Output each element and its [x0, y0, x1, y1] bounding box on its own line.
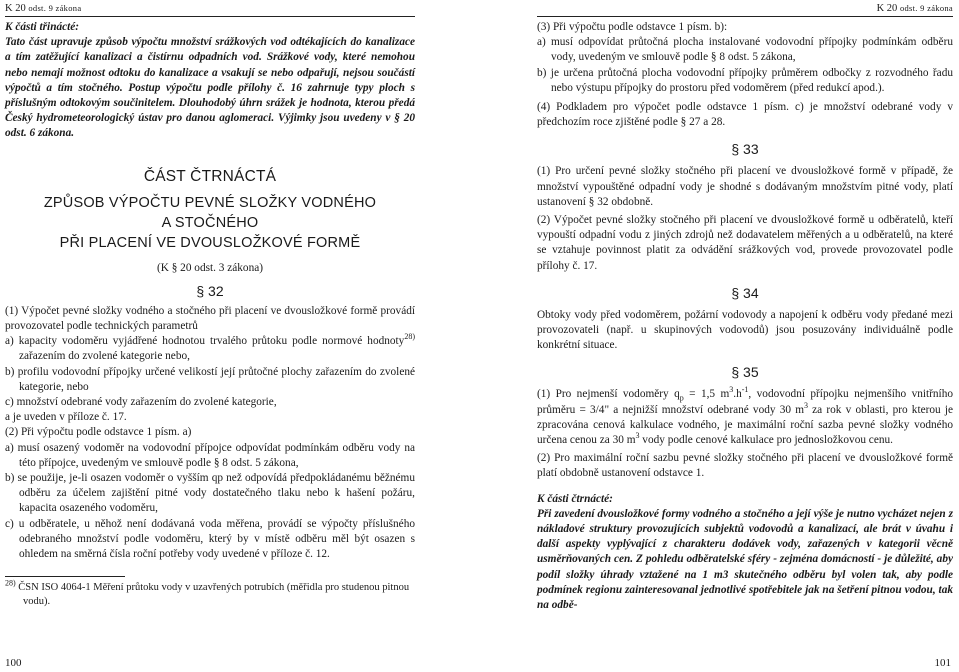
section-33-heading: § 33 — [731, 141, 759, 158]
footnote-rule — [5, 576, 125, 577]
paragraph-33-1: (1) Pro určení pevné složky stočného při placení ve dvousložkové formě v případě, že množství vypouštěné odpadní vody je shodné s dodávaným množstvím pitné vody, platí ustanovení § 32 obdobně. — [537, 165, 953, 208]
paragraph-32-1b: b) profilu vodovodní přípojky určené velikostí její průtočné plochy zařazením do zvolené kategorie, nebo — [5, 365, 415, 393]
paragraph-33-2: (2) Výpočet pevné složky stočného při placení ve dvousložkové formě u odběratelů, kteří vypouští odpadní vodu z jiných zdrojů než dodavatelem měřených a u odběratelů, na které se vztahuje povinnost platit za odvádění srážkových vod, provede provozovatel podle přílohy č. 17. — [537, 214, 953, 272]
running-header-left — [5, 1, 415, 14]
section-34-heading: § 34 — [731, 284, 759, 301]
right-column — [537, 0, 953, 613]
paragraph-32-2: (2) Při výpočtu podle odstavce 1 písm. a) — [5, 426, 192, 439]
footnote-28: $^{28)}$ ČSN ISO 4064-1 Měření průtoku vody v uzavřených potrubích (měřidla pro studenou pitnou vodu). — [5, 578, 410, 607]
header-rule — [537, 16, 953, 17]
paragraph-32-1a: a) kapacity vodoměru vyjádřené hodnotou trvalého průtoku podle normové hodnoty$^{28)}$ zařazením do zvolené kategorie nebo, — [5, 332, 415, 363]
paragraph-35-1: (1) Pro nejmenší vodoměry $q_p = 1,5$ $m^3.h^{-1}$, vodovodní přípojku nejmenšího vnitřního průměru = 3/4" a nejnižší množství odebrané vody 30 $m^3$ za rok v oblasti, pro kterou je zpracována cenová kalkulace vodného, je maximální roční sazba pevné složky vodného určena cenou za 30 $m^3$ vody podle cenové kalkulace pro jednosložkovou cenu. — [537, 385, 954, 447]
page-number-right: 101 — [934, 657, 951, 669]
paragraph-32-2b: b) se použije, je-li osazen vodoměr o vyšším qp než odpovídá předpokládanému běžnému odběru za účelem zajištění pitné vody dostatečného tlaku nebo k hašení požáru, kapacita osazeného vodoměru, — [5, 472, 415, 515]
header-suffix: odst. 9 zákona — [899, 3, 953, 13]
part-subtitle-line2: A STOČNÉHO — [161, 214, 259, 231]
page-number-left: 100 — [5, 657, 22, 669]
header-suffix: odst. 9 zákona — [28, 3, 82, 13]
paragraph-35-2: (2) Pro maximální roční sazbu pevné složky stočného při placení ve dvousložkové formě platí obdobně ustanovení odstavce 1. — [537, 452, 953, 480]
commentary-block-2 — [537, 492, 953, 614]
header-prefix: K 20 — [876, 3, 898, 14]
section-32-heading: § 32 — [196, 282, 224, 299]
paragraph-32-2a: a) musí osazený vodoměr na vodovodní přípojce odpovídat podmínkám odběru vody na této přípojce, uvedeným ve smlouvě podle § 8 odst. 5 zákona, — [5, 441, 415, 469]
paragraph-32-3a: a) musí odpovídat průtočná plocha instalované vodovodní přípojky podmínkám odběru vody, uvedeným ve smlouvě podle § 8 odst. 5 zákona, — [537, 36, 953, 64]
part-subtitle-line3: PŘI PLACENÍ VE DVOUSLOŽKOVÉ FORMĚ — [59, 234, 361, 251]
paragraph-34: Obtoky vody před vodoměrem, požární vodovody a napojení k odběru vody předané mezi provozovateli (např. u skupinových vodovodů) jsou posuzovány individuálně podle konkrétní situace. — [537, 308, 953, 352]
paragraph-32-1: (1) Výpočet pevné složky vodného a stočného při placení ve dvousložkové formě provádí provozovatel podle technických parametrů — [5, 304, 415, 333]
left-column — [5, 0, 415, 608]
paragraph-32-4: (4) Podkladem pro výpočet podle odstavce 1 písm. c) je množství odebrané vody v předchozím roce zjištěné podle § 27 a 28. — [537, 101, 953, 129]
section-35-heading: § 35 — [731, 364, 759, 381]
commentary-label: K části čtrnácté: — [537, 492, 613, 505]
paragraph-32-1c: c) množství odebrané vody zařazením do zvolené kategorie, — [5, 396, 277, 409]
commentary-block — [5, 20, 415, 142]
paragraph-32-3: (3) Při výpočtu podle odstavce 1 písm. b): — [537, 21, 728, 33]
header-rule — [5, 16, 415, 17]
paragraph-32-2c: c) u odběratele, u něhož není dodávaná voda měřena, provádí se výpočty příslušného odebraného množství podle vodoměru, který by v místě odběru měl být osazen s ohledem na směrná čísla roční potřeby vody uvedené v příloze č. 12. — [5, 517, 415, 561]
paragraph-32-1-end: a je uveden v příloze č. 17. — [5, 411, 127, 424]
commentary-label: K části třinácté: — [5, 21, 80, 33]
commentary-text: Při zavedení dvousložkové formy vodného a stočného a její výše je nutno vycházet nejen z nákladové struktury provozujících subjektů vodovodů a kanalizací, ale brát v úvahu i další aspekty vyplývající z charakteru dodávek vody, zařazených v kategorii věcně usměrňovaných cen. Z pohledu odběratelské sféry - zejména domácností - je důležité, aby podíl složky úhrady vztažené na 1 m3 skutečného odběru byl volen tak, aby podle podmínek regionu zainteresovanal jednotlivé spotřebitele jak na šetření pitnou vodou, tak na odbě- — [537, 507, 953, 612]
commentary-text: Tato část upravuje způsob výpočtu množství srážkových vod odtékajících do kanalizace a tím zatěžující kanalizaci a čistírnu odpadních vod. Srážkové vody, které nemohou nebo nemají možnost odtoku do kanalizace a vsakují se nebo odpařují, nejsou součástí výpočtů a tím stočného. Postup výpočtu podle přílohy č. 16 zahrnuje typy ploch s příslušným odtokovým součinitelem. Dlouhodobý úhrn srážek je hodnota, kterou předá Český hydrometeorologický ústav pro danou aglomeraci. Výjimky jsou uvedeny v § 20 odst. 6 zákona. — [5, 36, 415, 140]
header-prefix: K 20 — [5, 3, 26, 14]
paragraph-32-3b: b) je určena průtočná plocha vodovodní přípojky průměrem odbočky z rozvodného řadu nebo výstupu přípojky do prostoru před vodoměrem (před redukcí apod.). — [537, 66, 953, 94]
part-title: ČÁST ČTRNÁCTÁ — [143, 167, 277, 185]
footnote-ref: 28) — [404, 332, 415, 342]
running-header-right — [537, 1, 953, 14]
part-subtitle-line1: ZPŮSOB VÝPOČTU PEVNÉ SLOŽKY VODNÉHO — [43, 194, 377, 211]
part-reference: (K § 20 odst. 3 zákona) — [156, 261, 264, 274]
